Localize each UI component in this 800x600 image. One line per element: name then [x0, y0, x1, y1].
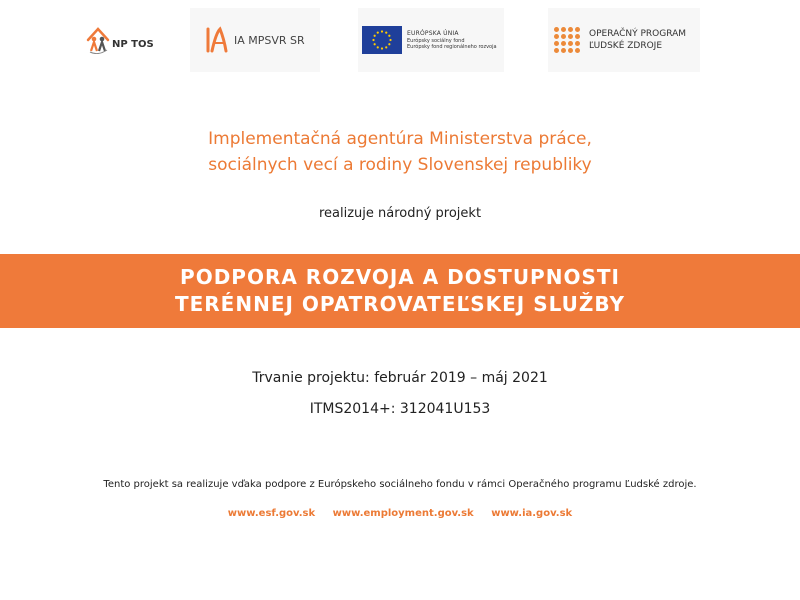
agency-line1: Implementačná agentúra Ministerstva práce,	[208, 129, 592, 149]
eu-star	[381, 30, 383, 32]
eu-fund-line1: Európsky sociálny fond	[407, 37, 465, 44]
eu-logo	[358, 8, 504, 72]
funding-note: Tento projekt sa realizuje vďaka podpore z Európskeho sociálneho fondu v rámci Operačného programu Ľudské zdroje.	[103, 479, 697, 490]
eu-star	[389, 39, 391, 41]
eu-flag-icon	[362, 26, 402, 54]
eu-fund-line2: Európsky fond regionálneho rozvoja	[407, 43, 497, 50]
link-esf[interactable]: www.esf.gov.sk	[227, 508, 316, 519]
ia-mpsvr-label: IA MPSVR SR	[234, 33, 305, 47]
project-title-line2: TERÉNNEJ OPATROVATEĽSKEJ SLUŽBY	[174, 292, 626, 316]
ia-monogram-icon	[202, 25, 228, 55]
eu-star	[372, 39, 374, 41]
dot-grid-icon	[554, 27, 580, 53]
eu-star	[381, 47, 383, 49]
eu-star	[377, 32, 379, 34]
link-ia[interactable]: www.ia.gov.sk	[491, 508, 573, 519]
eu-title: EURÓPSKA ÚNIA	[407, 30, 459, 37]
intro-text: realizuje národný projekt	[318, 206, 482, 221]
op-line1: OPERAČNÝ PROGRAM	[589, 28, 687, 39]
eu-star	[374, 35, 376, 37]
eu-star	[388, 35, 390, 37]
op-line2: ĽUDSKÉ ZDROJE	[589, 41, 663, 51]
eu-star	[385, 46, 387, 48]
ia-mpsvr-logo	[190, 8, 320, 72]
eu-star	[385, 32, 387, 34]
link-employment[interactable]: www.employment.gov.sk	[332, 508, 474, 519]
op-ludske-zdroje-logo	[548, 8, 700, 72]
np-tos-logo	[86, 8, 156, 72]
eu-star	[377, 46, 379, 48]
eu-star	[374, 43, 376, 45]
people-icon	[86, 26, 110, 54]
website-links	[0, 508, 800, 519]
agency-heading	[0, 126, 800, 178]
itms-code: ITMS2014+: 312041U153	[309, 401, 491, 417]
eu-star	[388, 43, 390, 45]
agency-line2: sociálnych vecí a rodiny Slovenskej republiky	[208, 155, 592, 175]
np-tos-label: NP TOS	[112, 38, 154, 50]
project-title-band	[0, 254, 800, 328]
project-title-line1: PODPORA ROZVOJA A DOSTUPNOSTI	[180, 265, 620, 289]
project-duration: Trvanie projektu: február 2019 – máj 2021	[252, 370, 548, 386]
